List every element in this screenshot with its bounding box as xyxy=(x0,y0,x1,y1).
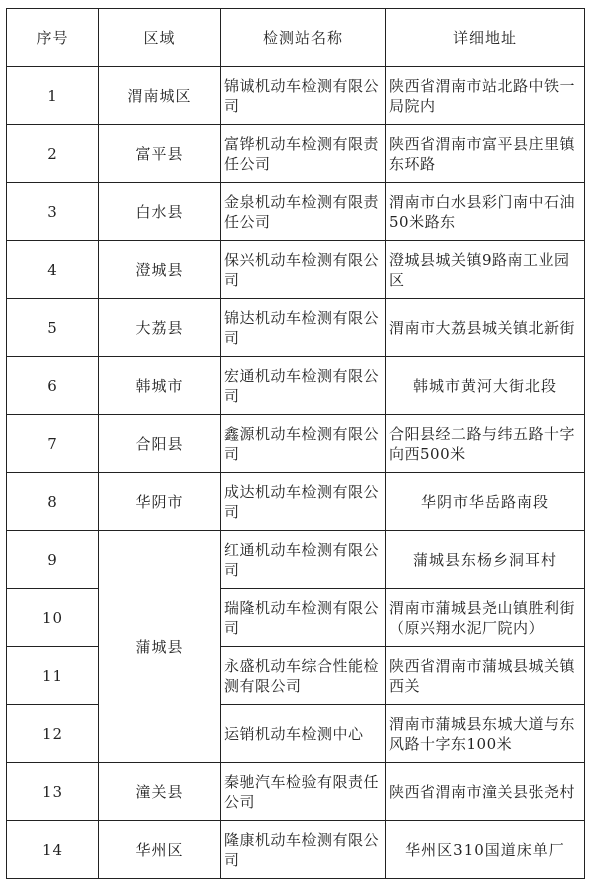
row-no: 14 xyxy=(7,821,99,879)
row-no: 5 xyxy=(7,299,99,357)
table-row xyxy=(7,67,585,125)
table-row xyxy=(7,241,585,299)
header-no: 序号 xyxy=(7,9,99,67)
row-address: 华州区310国道床单厂 xyxy=(386,821,585,879)
row-region: 韩城市 xyxy=(99,357,221,415)
row-no: 13 xyxy=(7,763,99,821)
row-address: 蒲城县东杨乡洞耳村 xyxy=(386,531,585,589)
header-address: 详细地址 xyxy=(386,9,585,67)
row-station-name: 红通机动车检测有限公司 xyxy=(221,531,386,589)
header-row xyxy=(7,9,585,67)
row-region: 澄城县 xyxy=(99,241,221,299)
row-address: 渭南市蒲城县尧山镇胜利街（原兴翔水泥厂院内） xyxy=(389,598,576,637)
row-station-name: 运销机动车检测中心 xyxy=(221,705,386,763)
table-row xyxy=(7,415,585,473)
row-station-name: 瑞隆机动车检测有限公司 xyxy=(221,589,386,647)
row-no: 1 xyxy=(7,67,99,125)
row-station-name: 成达机动车检测有限公司 xyxy=(221,473,386,531)
row-region: 富平县 xyxy=(99,125,221,183)
table-row xyxy=(7,589,585,647)
row-address: 合阳县经二路与纬五路十字向西500米 xyxy=(386,415,585,473)
inspection-station-table xyxy=(6,8,585,879)
table-row xyxy=(7,299,585,357)
row-address: 陕西省渭南市站北路中铁一局院内 xyxy=(386,67,585,125)
row-region: 潼关县 xyxy=(99,763,221,821)
row-address: 渭南市蒲城县东城大道与东风路十字东100米 xyxy=(386,705,585,763)
row-no: 12 xyxy=(7,705,99,763)
row-address: 澄城县城关镇9路南工业园区 xyxy=(386,241,585,299)
table-row xyxy=(7,183,585,241)
table-row xyxy=(7,125,585,183)
row-region: 大荔县 xyxy=(99,299,221,357)
table-row xyxy=(7,531,585,589)
table-row xyxy=(7,763,585,821)
row-no: 2 xyxy=(7,125,99,183)
row-no: 7 xyxy=(7,415,99,473)
row-no: 10 xyxy=(7,589,99,647)
table-row xyxy=(7,357,585,415)
row-station-name: 锦诚机动车检测有限公司 xyxy=(221,67,386,125)
row-address: 韩城市黄河大街北段 xyxy=(386,357,585,415)
table-row xyxy=(7,473,585,531)
row-region: 合阳县 xyxy=(99,415,221,473)
row-station-name: 保兴机动车检测有限公司 xyxy=(221,241,386,299)
row-station-name: 金泉机动车检测有限责任公司 xyxy=(221,183,386,241)
row-address: 陕西省渭南市潼关县张尧村 xyxy=(386,763,585,821)
row-address: 陕西省渭南市富平县庄里镇东环路 xyxy=(386,125,585,183)
header-region: 区域 xyxy=(99,9,221,67)
row-no: 8 xyxy=(7,473,99,531)
row-address: 华阴市华岳路南段 xyxy=(386,473,585,531)
row-no: 3 xyxy=(7,183,99,241)
table-row xyxy=(7,705,585,763)
row-no: 11 xyxy=(7,647,99,705)
row-station-name: 隆康机动车检测有限公司 xyxy=(221,821,386,879)
row-no: 4 xyxy=(7,241,99,299)
row-no: 6 xyxy=(7,357,99,415)
row-region: 华州区 xyxy=(99,821,221,879)
table-row xyxy=(7,647,585,705)
row-station-name: 鑫源机动车检测有限公司 xyxy=(221,415,386,473)
row-region: 蒲城县 xyxy=(99,531,221,763)
row-station-name: 永盛机动车综合性能检测有限公司 xyxy=(221,647,386,705)
row-region: 白水县 xyxy=(99,183,221,241)
table-row xyxy=(7,821,585,879)
row-address: 渭南市大荔县城关镇北新街 xyxy=(386,299,585,357)
row-address-cell xyxy=(386,589,585,647)
header-station-name: 检测站名称 xyxy=(221,9,386,67)
row-station-name: 锦达机动车检测有限公司 xyxy=(221,299,386,357)
row-no: 9 xyxy=(7,531,99,589)
row-address: 渭南市白水县彩门南中石油50米路东 xyxy=(386,183,585,241)
row-station-name: 富铧机动车检测有限责任公司 xyxy=(221,125,386,183)
row-region: 渭南城区 xyxy=(99,67,221,125)
row-region: 华阴市 xyxy=(99,473,221,531)
row-station-name: 秦驰汽车检验有限责任公司 xyxy=(221,763,386,821)
row-address: 陕西省渭南市蒲城县城关镇西关 xyxy=(386,647,585,705)
row-station-name: 宏通机动车检测有限公司 xyxy=(221,357,386,415)
